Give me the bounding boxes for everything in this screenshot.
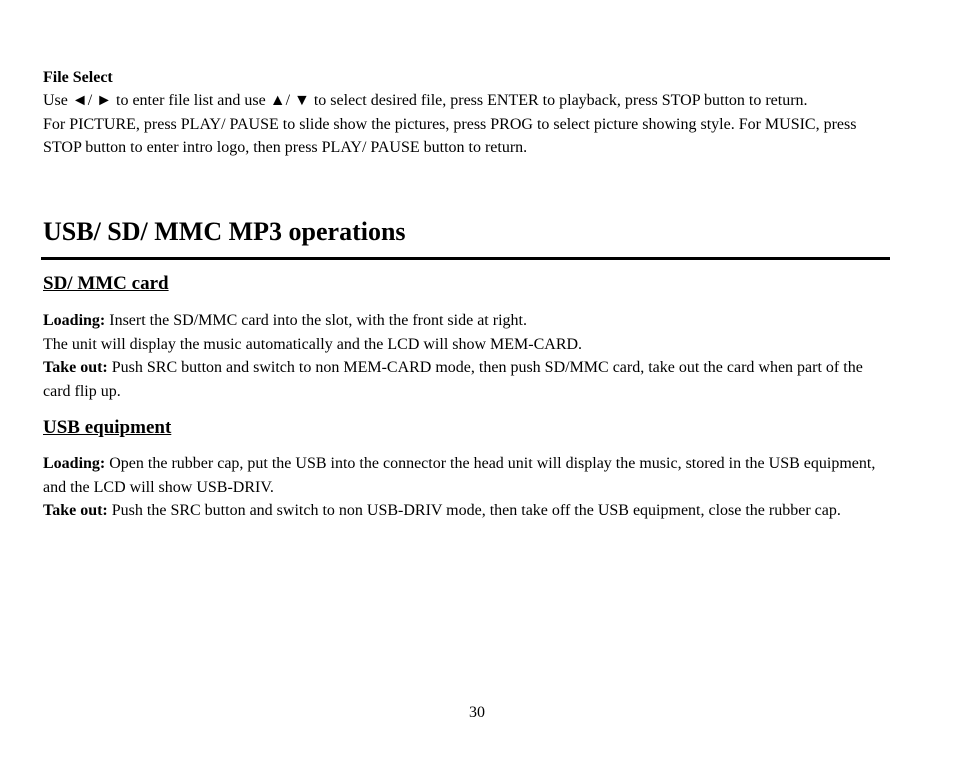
page-number: 30 xyxy=(469,704,485,721)
sd-mmc-takeout-label: Take out: xyxy=(43,359,108,376)
heading-divider xyxy=(41,257,890,260)
file-select-picture-music: For PICTURE, press PLAY/ PAUSE to slide show the pictures, press PROG to select picture showing style. For MUSIC, press STOP button to enter intro logo, then press PLAY/ PAUSE button to return. xyxy=(43,115,857,156)
file-select-block xyxy=(43,66,891,160)
file-select-instructions: Use ◄/ ► to enter file list and use ▲/ ▼ to select desired file, press ENTER to playback, press STOP button to return. xyxy=(43,92,808,109)
usb-heading: USB equipment xyxy=(43,417,172,438)
usb-loading-label: Loading: xyxy=(43,455,106,472)
document-page xyxy=(43,66,891,519)
usb-body xyxy=(43,452,891,523)
usb-takeout xyxy=(43,499,891,523)
usb-loading-text: Open the rubber cap, put the USB into the connector the head unit will display the music, stored in the USB equipment, and the LCD will show USB-DRIV. xyxy=(43,455,876,496)
sd-mmc-body xyxy=(43,309,891,403)
sd-mmc-loading-label: Loading: xyxy=(43,312,106,329)
sd-mmc-heading-block xyxy=(43,272,891,296)
sd-mmc-display: The unit will display the music automatically and the LCD will show MEM-CARD. xyxy=(43,335,583,353)
usb-heading-block xyxy=(43,416,891,440)
usb-takeout-text: Push the SRC button and switch to non USB-DRIV mode, then take off the USB equipment, close the rubber cap. xyxy=(107,502,841,519)
sd-mmc-takeout-text: Push SRC button and switch to non MEM-CARD mode, then push SD/MMC card, take out the card when part of the card flip up. xyxy=(43,359,863,400)
sd-mmc-heading: SD/ MMC card xyxy=(43,273,169,294)
section-heading-block xyxy=(43,216,891,248)
sd-mmc-loading-text: Insert the SD/MMC card into the slot, with the front side at right. xyxy=(105,312,527,329)
usb-loading xyxy=(43,452,891,499)
section-title: USB/ SD/ MMC MP3 operations xyxy=(43,217,406,246)
sd-mmc-loading xyxy=(43,309,891,333)
sd-mmc-takeout xyxy=(43,356,891,403)
usb-takeout-label: Take out: xyxy=(43,502,108,519)
file-select-title: File Select xyxy=(43,69,113,86)
